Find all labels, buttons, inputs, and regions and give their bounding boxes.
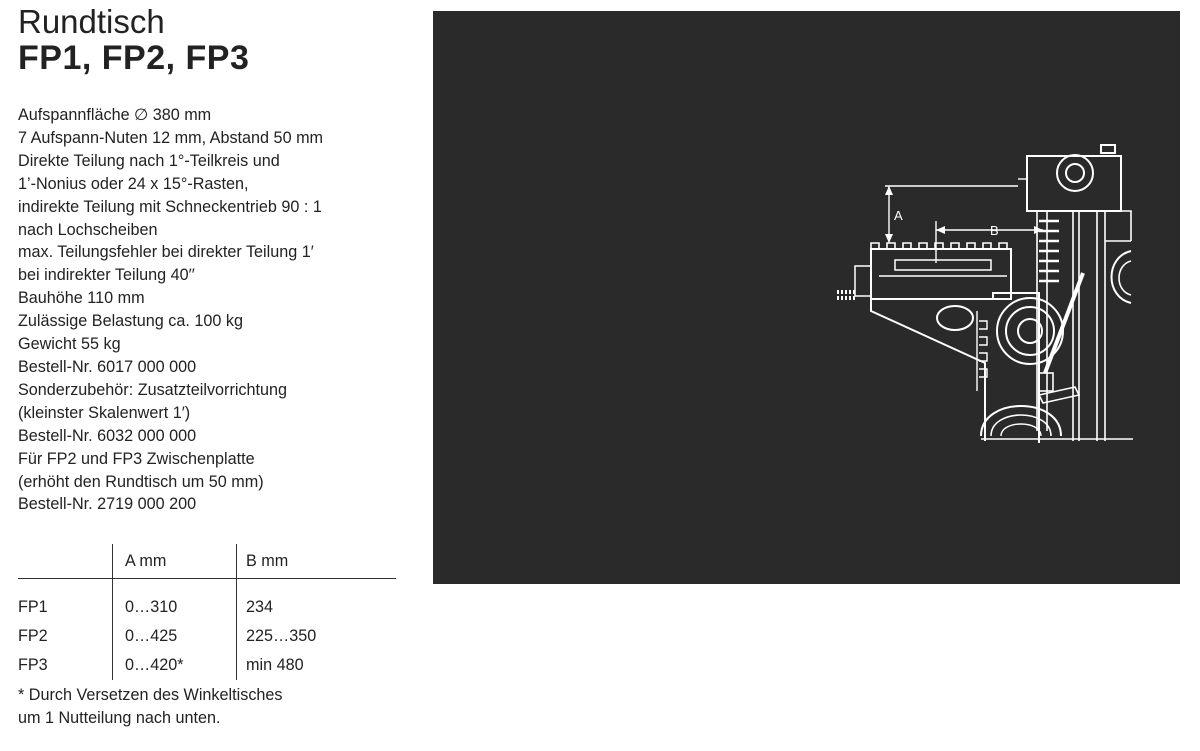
model-title: FP1, FP2, FP3 bbox=[18, 39, 250, 77]
page-title: Rundtisch bbox=[18, 3, 165, 40]
spec-line: (kleinster Skalenwert 1′) bbox=[18, 403, 191, 422]
lower-wheel bbox=[981, 406, 1133, 439]
spec-line: Bestell-Nr. 6017 000 000 bbox=[18, 357, 197, 376]
spec-line: Bauhöhe 110 mm bbox=[18, 289, 145, 308]
footnote-line: * Durch Versetzen des Winkeltisches bbox=[18, 686, 283, 704]
spec-line: Zulässige Belastung ca. 100 kg bbox=[18, 312, 243, 331]
table-header-model bbox=[18, 544, 113, 579]
spec-line: Für FP2 und FP3 Zwischenplatte bbox=[18, 449, 255, 468]
spec-line: (erhöht den Rundtisch um 50 mm) bbox=[18, 472, 264, 491]
table-header-row bbox=[18, 544, 396, 579]
footnote-line: um 1 Nutteilung nach unten. bbox=[18, 708, 221, 727]
table-cell-b: 225…350 bbox=[237, 622, 397, 651]
label-a: A bbox=[894, 208, 903, 223]
angle-table bbox=[871, 293, 1039, 443]
spec-line: Sonderzubehör: Zusatzteilvorrichtung bbox=[18, 380, 288, 399]
table-cell-a: 0…425 bbox=[113, 622, 237, 651]
label-b: B bbox=[990, 223, 999, 238]
technical-drawing-panel bbox=[433, 11, 1180, 584]
spec-line: Bestell-Nr. 6032 000 000 bbox=[18, 426, 197, 445]
table-cell-model: FP1 bbox=[18, 598, 48, 616]
table-row bbox=[18, 622, 396, 651]
table-row bbox=[18, 579, 396, 623]
table-cell-model: FP2 bbox=[18, 627, 48, 645]
lever-arm bbox=[1039, 273, 1083, 403]
spec-line: 1’-Nonius oder 24 x 15°-Rasten, bbox=[18, 174, 249, 193]
footnote bbox=[18, 684, 283, 729]
table-header-b: B mm bbox=[237, 544, 397, 579]
rotary-table-drawing bbox=[433, 11, 1180, 584]
spec-line: indirekte Teilung mit Schneckentrieb 90 : 1 bbox=[18, 197, 322, 216]
spec-line: bei indirekter Teilung 40′′ bbox=[18, 266, 195, 285]
dimension-table bbox=[18, 544, 398, 680]
spec-line: nach Lochscheiben bbox=[18, 220, 158, 239]
table-row bbox=[18, 651, 396, 680]
table-header-a: A mm bbox=[113, 544, 237, 579]
table-cell-a: 0…310 bbox=[113, 579, 237, 623]
table-cell-model: FP3 bbox=[18, 656, 48, 674]
spec-line: Bestell-Nr. 2719 000 200 bbox=[18, 495, 197, 514]
spec-line: Gewicht 55 kg bbox=[18, 335, 121, 354]
dimension-b bbox=[936, 221, 1043, 263]
table-cell-a: 0…420* bbox=[113, 651, 237, 680]
spec-line: 7 Aufspann-Nuten 12 mm, Abstand 50 mm bbox=[18, 128, 324, 147]
spec-line: Direkte Teilung nach 1°-Teilkreis und bbox=[18, 151, 280, 170]
spec-line: max. Teilungsfehler bei direkter Teilung 1′ bbox=[18, 243, 314, 262]
rotary-table bbox=[837, 243, 1011, 299]
spec-list bbox=[18, 104, 418, 516]
spec-line: Aufspannfläche ∅ 380 mm bbox=[18, 106, 212, 124]
table-cell-b: 234 bbox=[237, 579, 397, 623]
title-block bbox=[18, 4, 249, 76]
table-cell-b: min 480 bbox=[237, 651, 397, 680]
